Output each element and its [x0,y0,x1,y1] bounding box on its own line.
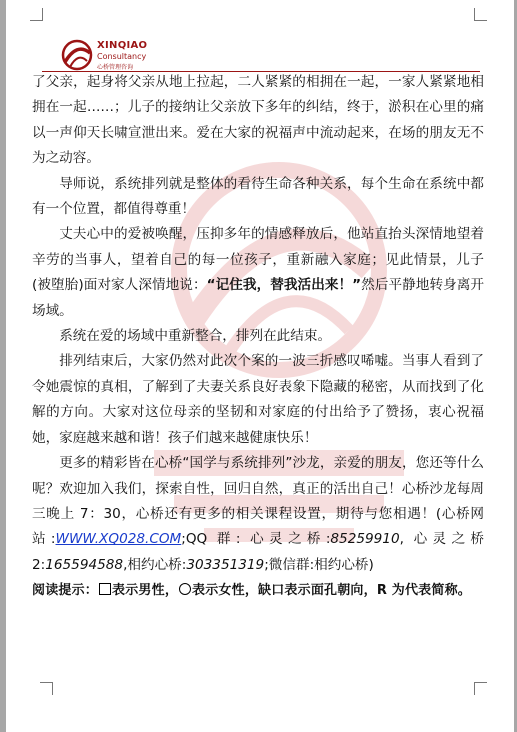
margin-mark-bottom-right [474,682,487,695]
xinqiao-logo-mark [60,38,94,72]
square-male-icon [99,583,111,595]
paragraph-husband [32,222,484,324]
logo-text-xinqiao: XINQIAO [97,40,148,51]
qq-group-label: ;QQ 群: 心灵之桥: [181,531,331,548]
circle-female-icon [179,583,191,595]
reading-tip-male: 表示男性， [112,583,179,599]
paragraph-mentor: 导师说，系统排列就是整体的看待生命各种关系，每个生命在系统中都有一个位置，都值得尊重！ [32,175,484,218]
reading-tip [32,578,484,603]
website-link[interactable]: WWW.XQ028.COM [55,531,182,548]
document-body [32,70,484,604]
document-page [6,0,514,732]
paragraph-husband-end: 然后平静地转身离开场域。 [32,277,485,319]
xinqiao-logo [60,38,170,72]
qq-group-number-2: 165594588 [45,556,124,573]
margin-mark-top-left [30,8,43,21]
qq-group-label-3: ,相约心桥: [123,556,187,573]
salon-invite-text: 更多的精彩皆在心桥“国学与系统排列”沙龙，亲爱的朋友，您还等什么呢？欢迎加入我们，探索自性，回归自然，真正的活出自己！心桥沙龙每周三晚上 7：30，心桥还有更多的相关课程设置，期待与您相遇！(心桥网站: [32,455,484,548]
logo-text-consultancy: Consultancy [97,52,147,61]
wechat-group-text: ;微信群:相约心桥) [264,556,374,573]
margin-mark-top-right [474,8,487,21]
paragraph-embrace: 了父亲，起身将父亲从地上拉起，二人紧紧的相拥在一起，一家人紧紧地相拥在一起……；儿子的接纳让父亲放下多年的纠结，终于，淤积在心里的痛以一声仰天长啸宣泄出来。爱在大家的祝福声中流动起来，在场的朋友无不为之动容。 [32,74,484,167]
qq-group-number-1: 85259910 [330,531,400,548]
paragraph-salon-invite [32,451,484,578]
reading-tip-label: 阅读提示： [32,583,99,599]
logo-text-chinese: 心桥管理咨询 [97,64,134,71]
qq-group-label-2: , 心灵之桥 2: [32,531,484,573]
reading-tip-female: 表示女性，缺口表示面孔朝向，R 为代表简称。 [192,583,471,599]
son-quote: “记住我，替我活出来！” [206,277,362,294]
paragraph-after: 排列结束后，大家仍然对此次个案的一波三折感叹唏嘘。当事人看到了令她震惊的真相，了解到了夫妻关系良好表象下隐藏的秘密，从而找到了化解的方向。大家对这位母亲的坚韧和对家庭的付出给予了赞扬，衷心祝福她，家庭越来越和谐！孩子们越来越健康快乐！ [32,353,484,446]
margin-mark-bottom-left [40,682,53,695]
paragraph-husband-text: 丈夫心中的爱被唤醒，压抑多年的情感释放后，他站直抬头深情地望着辛劳的当事人，望着自己的每一位孩子，重新融入家庭；见此情景，儿子(被堕胎)面对家人深情地说： [32,226,484,294]
qq-group-number-3: 303351319 [186,556,265,573]
paragraph-end-constellation: 系统在爱的场域中重新整合，排列在此结束。 [59,328,332,345]
